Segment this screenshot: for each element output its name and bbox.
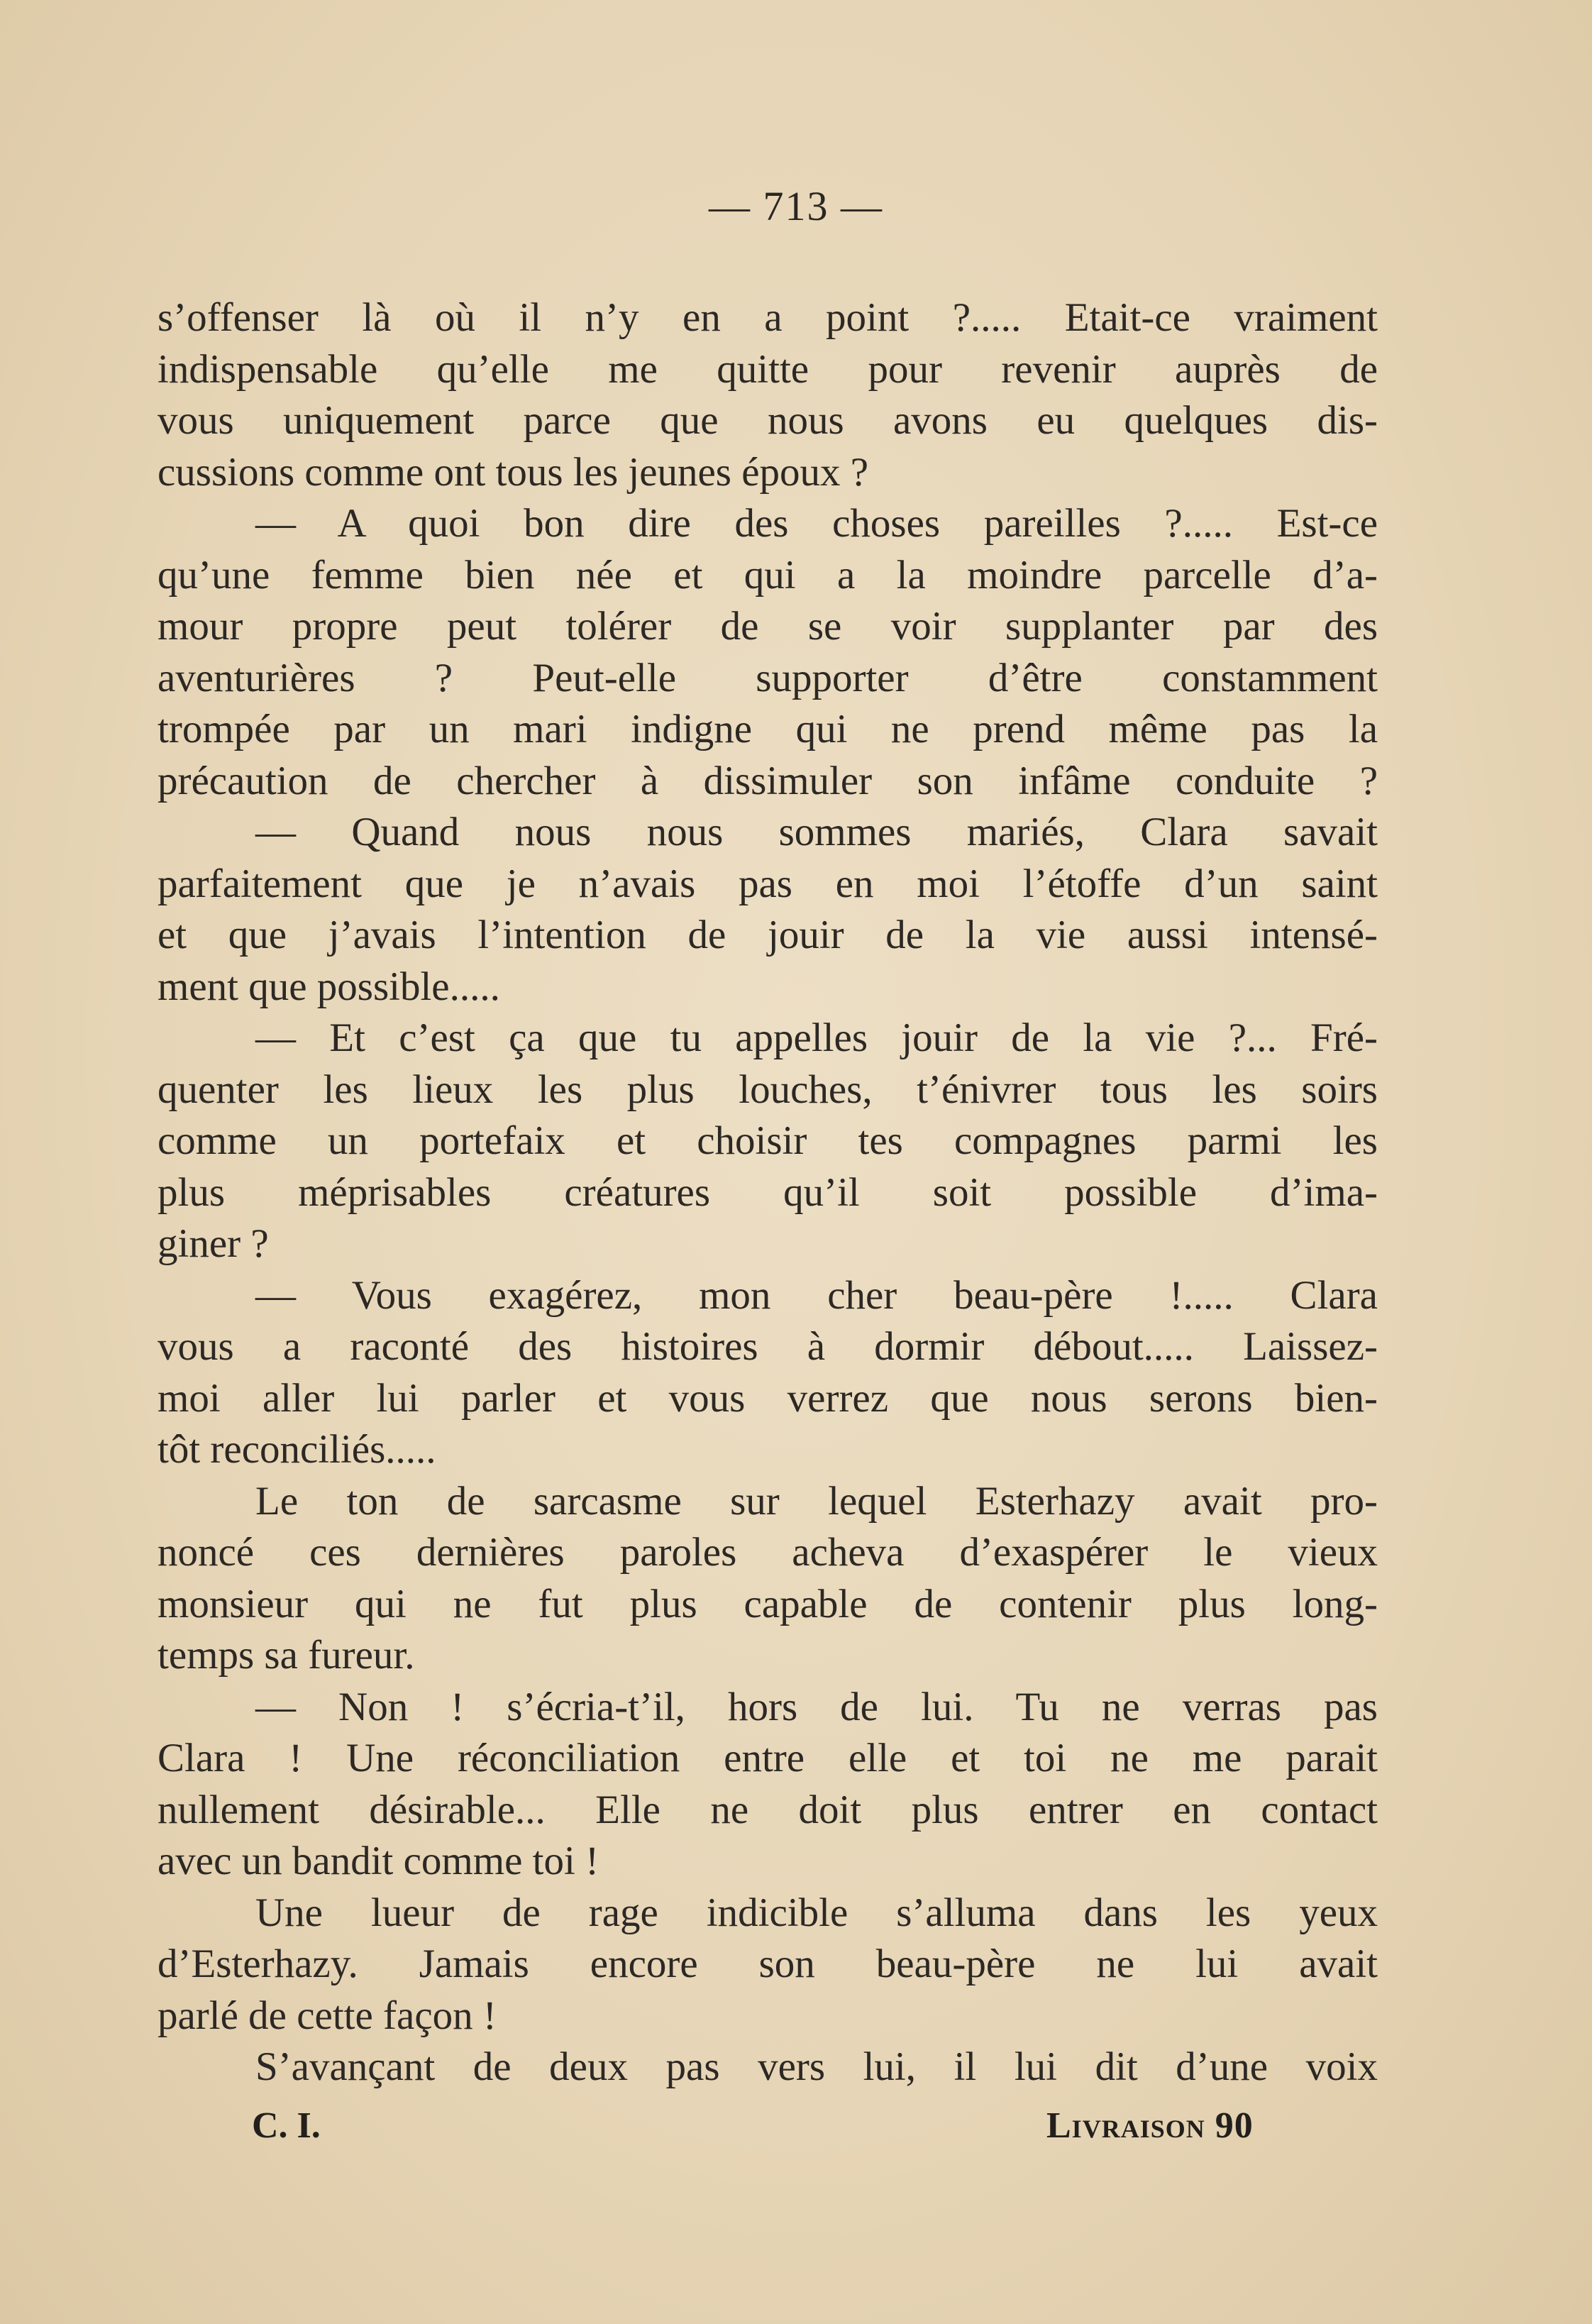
text-line: ment que possible.....: [157, 964, 500, 1009]
text-line: s’offenser là où il n’y en a point ?..... Etait-ce vraiment: [157, 295, 1378, 340]
text-line: vous uniquement parce que nous avons eu quelques dis-: [157, 398, 1378, 443]
text-line: précaution de chercher à dissimuler son infâme conduite ?: [157, 758, 1378, 803]
text-line: — Non ! s’écria-t’il, hors de lui. Tu ne verras pas: [255, 1684, 1378, 1729]
text-line: tôt reconciliés.....: [157, 1427, 436, 1472]
text-line: — Vous exagérez, mon cher beau-père !..... Clara: [255, 1272, 1378, 1318]
text-line: nullement désirable... Elle ne doit plus entrer en contact: [157, 1787, 1378, 1832]
text-line: noncé ces dernières paroles acheva d’exaspérer le vieux: [157, 1530, 1378, 1575]
text-line: — Quand nous nous sommes mariés, Clara savait: [255, 810, 1378, 854]
text-line: Une lueur de rage indicible s’alluma dans les yeux: [255, 1890, 1378, 1935]
text-line: — A quoi bon dire des choses pareilles ?..... Est-ce: [255, 501, 1378, 546]
text-line: vous a raconté des histoires à dormir débout..... Laissez-: [157, 1324, 1378, 1369]
text-line: qu’une femme bien née et qui a la moindre parcelle d’a-: [157, 552, 1378, 597]
text-line: trompée par un mari indigne qui ne prend même pas la: [157, 707, 1378, 751]
text-line: temps sa fureur.: [157, 1633, 415, 1678]
text-line: plus méprisables créatures qu’il soit possible d’ima-: [157, 1169, 1378, 1215]
text-line: — Et c’est ça que tu appelles jouir de la vie ?... Fré-: [255, 1015, 1378, 1060]
text-line: moi aller lui parler et vous verrez que nous serons bien-: [157, 1375, 1378, 1421]
text-line: giner ?: [157, 1221, 269, 1266]
text-line: avec un bandit comme toi !: [157, 1839, 599, 1883]
text-line: S’avançant de deux pas vers lui, il lui dit d’une voix: [255, 2044, 1378, 2089]
text-line: Le ton de sarcasme sur lequel Esterhazy avait pro-: [255, 1478, 1378, 1524]
footer-signature: C. I.: [252, 2105, 321, 2146]
text-line: indispensable qu’elle me quitte pour revenir auprès de: [157, 346, 1378, 392]
text-line: parlé de cette façon !: [157, 1993, 497, 2038]
text-line: quenter les lieux les plus louches, t’énivrer tous les soirs: [157, 1067, 1378, 1112]
text-line: cussions comme ont tous les jeunes époux ?: [157, 449, 869, 495]
body-text: [157, 292, 1378, 2093]
text-line: d’Esterhazy. Jamais encore son beau-père ne lui avait: [157, 1942, 1378, 1986]
page-footer: [0, 2105, 1592, 2161]
text-line: comme un portefaix et choisir tes compagnes parmi les: [157, 1118, 1378, 1163]
text-line: monsieur qui ne fut plus capable de contenir plus long-: [157, 1581, 1378, 1626]
text-line: aventurières ? Peut-elle supporter d’être constamment: [157, 655, 1378, 700]
text-line: mour propre peut tolérer de se voir supplanter par des: [157, 604, 1378, 649]
text-line: parfaitement que je n’avais pas en moi l’étoffe d’un saint: [157, 861, 1378, 906]
footer-livraison: Livraison 90: [1046, 2105, 1254, 2146]
page-number: — 713 —: [709, 183, 883, 229]
text-line: et que j’avais l’intention de jouir de la vie aussi intensé-: [157, 913, 1378, 957]
text-line: Clara ! Une réconciliation entre elle et toi ne me parait: [157, 1736, 1378, 1780]
